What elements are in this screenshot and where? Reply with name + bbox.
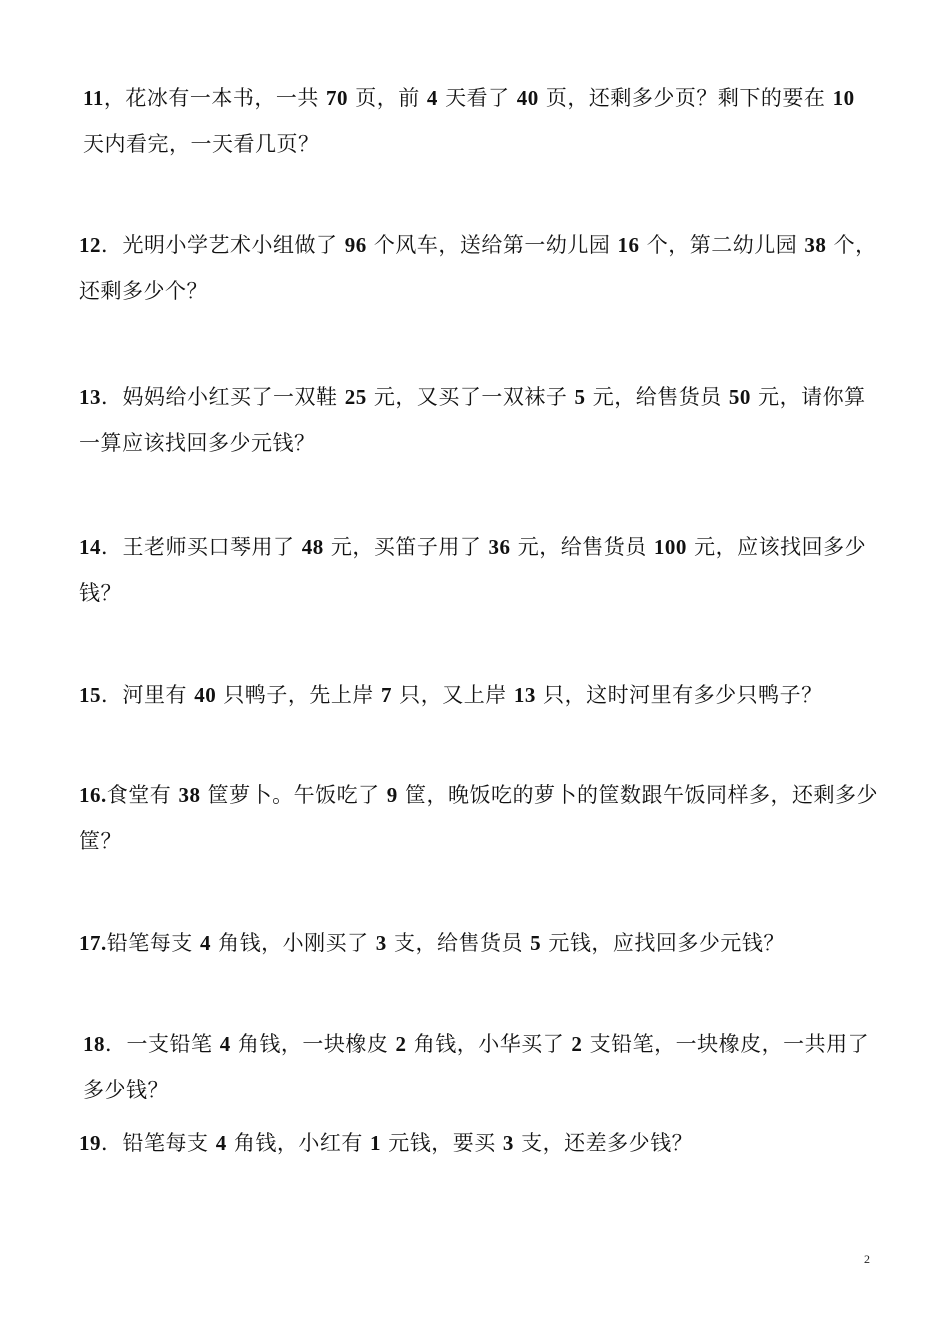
page-number: 2	[864, 1252, 870, 1266]
problem-text: 支，还差多少钱？	[513, 1131, 694, 1155]
problem-text: ．王老师买口琴用了	[101, 535, 302, 559]
problem-value: 10	[832, 86, 855, 110]
problem-value: 9	[386, 783, 398, 807]
problem-value: 4	[215, 1131, 227, 1155]
problem-text: 页，还剩多少页？剩下的要在	[538, 86, 833, 110]
problem-value: 7	[381, 683, 393, 707]
problem-text: 个风车，送给第一幼儿园	[366, 233, 618, 257]
problem-number: 12	[79, 233, 101, 257]
problem-text: 个，第二幼儿园	[639, 233, 805, 257]
problem-value: 2	[395, 1032, 407, 1056]
problem-value: 4	[199, 931, 211, 955]
problem-value: 36	[488, 535, 511, 559]
problem-text: 只，又上岸	[392, 683, 514, 707]
problem-value: 2	[571, 1032, 583, 1056]
problem-value: 40	[194, 683, 217, 707]
problem-value: 16	[617, 233, 640, 257]
problem-value: 100	[653, 535, 687, 559]
problem-text: 角钱，小华买了	[406, 1032, 572, 1056]
problem-18	[79, 1021, 883, 1113]
problem-text: 天内看完，一天看几页？	[83, 132, 320, 156]
problem-number: 14	[79, 535, 101, 559]
problem-value: 4	[219, 1032, 231, 1056]
problem-text: 筐，晚饭吃的萝卜的筐数跟午饭同样多，还剩多少筐？	[79, 783, 878, 853]
problem-number: 19	[79, 1131, 101, 1155]
problem-text: ．妈妈给小红买了一双鞋	[101, 385, 345, 409]
problem-text: 元，给售货员	[510, 535, 654, 559]
problem-text: 元钱，要买	[381, 1131, 503, 1155]
problem-text: 元，给售货员	[585, 385, 729, 409]
problem-17	[79, 920, 879, 966]
problem-value: 40	[516, 86, 539, 110]
problem-number: 13	[79, 385, 101, 409]
problem-text: 食堂有	[106, 783, 179, 807]
problem-value: 3	[375, 931, 387, 955]
problem-11	[79, 75, 883, 167]
problem-number: 17.	[79, 931, 107, 955]
problem-value: 50	[728, 385, 751, 409]
problem-value: 4	[426, 86, 438, 110]
problem-text: 角钱，小红有	[226, 1131, 371, 1155]
problem-value: 3	[502, 1131, 514, 1155]
problem-text: 元钱，应找回多少元钱？	[541, 931, 785, 955]
problem-text: 元，又买了一双袜子	[366, 385, 575, 409]
problem-text: 天看了	[437, 86, 517, 110]
problem-text: 铅笔每支	[106, 931, 200, 955]
problem-value: 38	[178, 783, 201, 807]
problem-text: 元，买笛子用了	[323, 535, 489, 559]
problem-text: 只鸭子，先上岸	[216, 683, 382, 707]
problem-number: 18	[83, 1032, 105, 1056]
problem-value: 13	[513, 683, 536, 707]
problem-13	[79, 374, 879, 466]
problem-text: 支铅笔，一块橡皮，一共用了多少钱？	[83, 1032, 870, 1102]
problem-text: ．河里有	[101, 683, 195, 707]
problem-16	[79, 772, 879, 864]
problem-text: 页，前	[348, 86, 427, 110]
problem-12	[79, 222, 879, 314]
problem-number: 15	[79, 683, 101, 707]
problem-text: 角钱，一块橡皮	[230, 1032, 396, 1056]
problem-number: 11	[83, 86, 104, 110]
problem-value: 48	[301, 535, 324, 559]
problem-text: 元，应该找回多少钱？	[79, 535, 867, 605]
problem-14	[79, 524, 879, 616]
problem-value: 25	[344, 385, 367, 409]
problem-value: 5	[530, 931, 542, 955]
problem-value: 38	[804, 233, 827, 257]
problem-19	[79, 1120, 879, 1166]
problem-text: 支，给售货员	[386, 931, 531, 955]
problem-text: ．一支铅笔	[105, 1032, 220, 1056]
problem-number: 16.	[79, 783, 107, 807]
problem-text: ，花冰有一本书，一共	[103, 86, 327, 110]
problem-value: 70	[326, 86, 349, 110]
problem-text: 角钱，小刚买了	[210, 931, 376, 955]
problem-text: ．光明小学艺术小组做了	[101, 233, 345, 257]
problem-15	[79, 672, 879, 718]
problem-text: 只，这时河里有多少只鸭子？	[535, 683, 823, 707]
problem-text: ．铅笔每支	[101, 1131, 216, 1155]
problem-value: 96	[344, 233, 367, 257]
problem-text: 筐萝卜。午饭吃了	[200, 783, 387, 807]
problem-value: 1	[370, 1131, 382, 1155]
problem-value: 5	[574, 385, 586, 409]
problem-text: 元，请你算一算应该找回多少元钱？	[79, 385, 866, 455]
problem-text: 个，还剩多少个？	[79, 233, 877, 303]
